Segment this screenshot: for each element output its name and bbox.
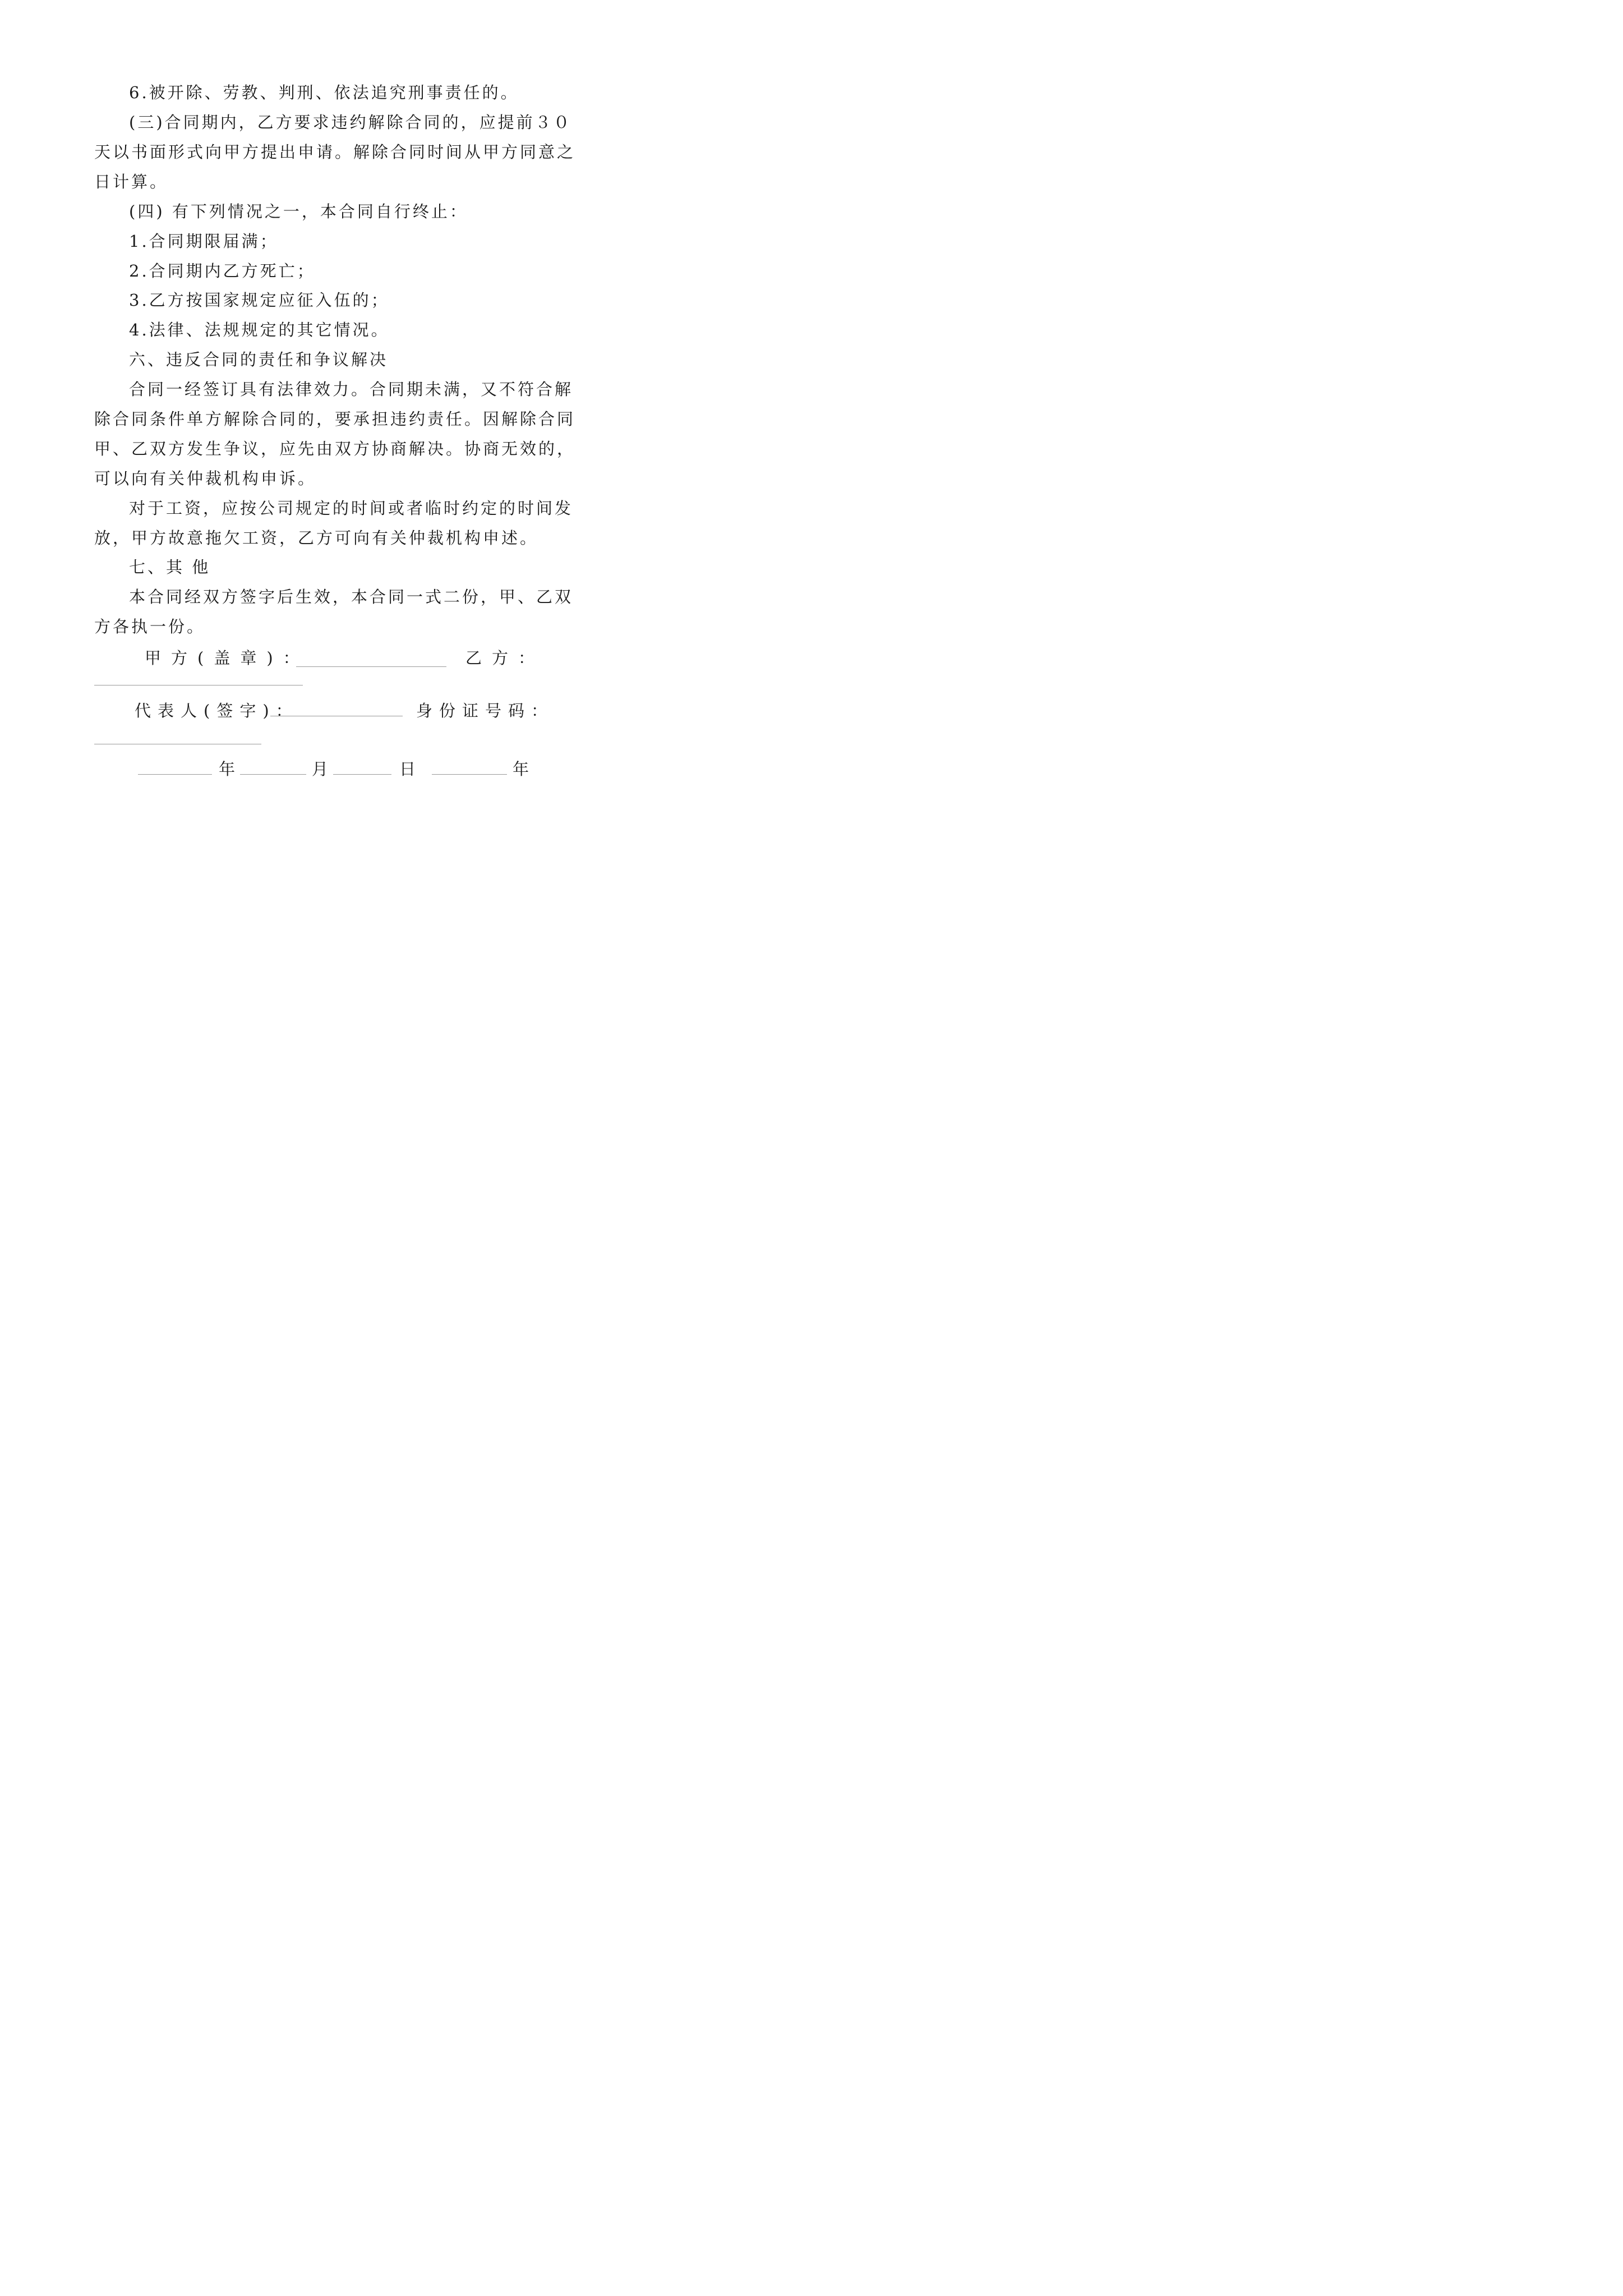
representative-label: 代表人(签字)： — [135, 701, 299, 720]
section-6-heading: 六、违反合同的责任和争议解决 — [129, 350, 389, 369]
clause-3-line-3: 日计算。 — [94, 172, 169, 191]
month-blank-line[interactable] — [240, 774, 306, 775]
year-label-2: 年 — [513, 760, 529, 779]
clause-4-item-2: 2.合同期内乙方死亡； — [129, 261, 316, 280]
wage-para-line-1: 对于工资，应按公司规定的时间或者临时约定的时间发 — [129, 499, 574, 518]
day-label: 日 — [399, 760, 416, 779]
section-7-para-line-2: 方各执一份。 — [94, 617, 206, 636]
year-label: 年 — [219, 760, 236, 779]
section-7-para-line-1: 本合同经双方签字后生效，本合同一式二份，甲、乙双 — [129, 587, 574, 606]
party-a-seal-label: 甲方(盖章)： — [145, 648, 310, 668]
section-7-heading: 七、其 他 — [129, 558, 211, 577]
clause-3-line-2: 天以书面形式向甲方提出申请。解除合同时间从甲方同意之 — [94, 142, 576, 162]
party-b-label: 乙方： — [465, 648, 545, 668]
section-6-para-line-2: 除合同条件单方解除合同的，要承担违约责任。因解除合同 — [94, 409, 576, 429]
section-6-para-line-4: 可以向有关仲裁机构申诉。 — [94, 469, 317, 488]
id-number-label: 身份证号码： — [416, 701, 555, 720]
section-6-para-line-3: 甲、乙双方发生争议，应先由双方协商解决。协商无效的， — [94, 439, 576, 458]
clause-4-heading: (四) 有下列情况之一，本合同自行终止： — [129, 202, 468, 221]
month-label: 月 — [312, 760, 329, 779]
clause-4-item-1: 1.合同期限届满； — [129, 232, 279, 251]
clause-3-line-1: (三)合同期内，乙方要求违约解除合同的，应提前３０ — [129, 113, 572, 132]
clause-4-item-3: 3.乙方按国家规定应征入伍的； — [129, 291, 390, 310]
section-6-para-line-1: 合同一经签订具有法律效力。合同期未满，又不符合解 — [129, 380, 574, 399]
wage-para-line-2: 放，甲方故意拖欠工资，乙方可向有关仲裁机构申述。 — [94, 528, 539, 547]
year-blank-line-2[interactable] — [432, 774, 507, 775]
clause-4-item-4: 4.法律、法规规定的其它情况。 — [129, 320, 390, 339]
year-blank-line[interactable] — [138, 774, 212, 775]
party-a-signature-line[interactable] — [296, 666, 446, 667]
clause-item-6: 6.被开除、劳教、判刑、依法追究刑事责任的。 — [129, 83, 519, 102]
day-blank-line[interactable] — [333, 774, 391, 775]
document-page — [0, 0, 620, 877]
